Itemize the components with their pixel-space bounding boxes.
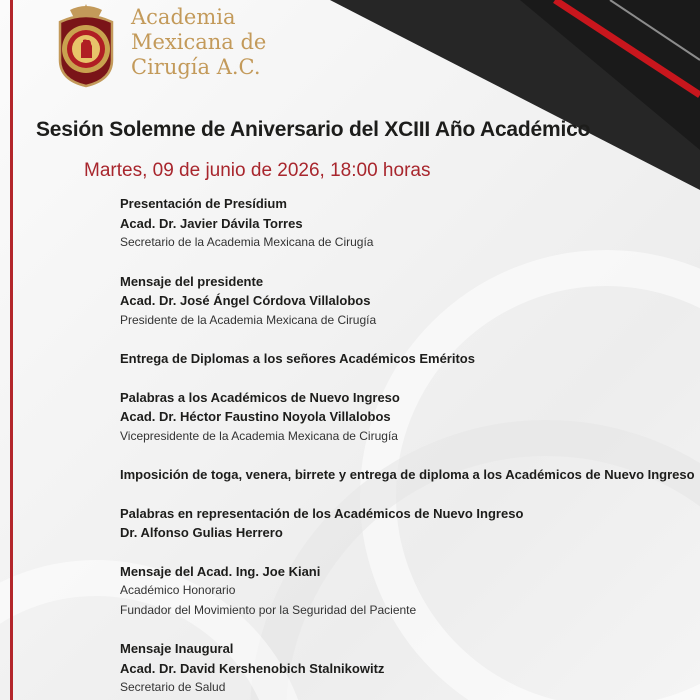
program-list — [120, 194, 695, 700]
program-item-heading: Mensaje del presidente — [120, 273, 264, 289]
program-item-heading: Mensaje Inaugural — [120, 641, 234, 656]
program-item-detail: Fundador del Movimiento por la Seguridad del Paciente — [120, 602, 417, 617]
organization-line: Academia — [131, 5, 236, 29]
program-item-heading: Palabras en representación de los Académicos de Nuevo Ingreso — [120, 505, 524, 521]
program-item-heading: Entrega de Diplomas a los señores Académicos Eméritos — [120, 351, 475, 366]
program-item — [120, 194, 690, 253]
program-item-detail: Presidente de la Academia Mexicana de Cirugía — [120, 312, 377, 327]
left-accent-bar — [10, 0, 13, 700]
organization-line: Cirugía A.C. — [131, 55, 261, 79]
program-item-detail: Secretario de Salud — [120, 680, 226, 694]
program-item-heading: Imposición de toga, venera, birrete y entrega de diploma a los Académicos de Nuevo Ingreso — [120, 467, 695, 482]
program-item-heading: Presentación de Presídium — [120, 196, 287, 211]
program-item — [120, 504, 690, 543]
program-item-heading: Acad. Dr. José Ángel Córdova Villalobos — [120, 293, 371, 308]
program-item — [120, 272, 690, 331]
program-item-detail: Académico Honorario — [120, 583, 236, 597]
organization-name — [131, 5, 266, 80]
event-date: Martes, 09 de junio de 2026, 18:00 horas — [84, 160, 431, 181]
program-item — [120, 465, 695, 485]
program-item-heading: Acad. Dr. David Kershenobich Stalnikowitz — [120, 660, 385, 676]
program-item-detail: Vicepresidente de la Academia Mexicana de Cirugía — [120, 428, 398, 443]
program-item — [120, 562, 690, 621]
program-item — [120, 639, 690, 698]
academy-seal-icon — [52, 2, 120, 88]
program-item-heading: Acad. Dr. Héctor Faustino Noyola Villalobos — [120, 409, 391, 424]
program-item-heading: Acad. Dr. Javier Dávila Torres — [120, 215, 303, 231]
program-item-detail: Secretario de la Academia Mexicana de Cirugía — [120, 235, 374, 249]
event-title: Sesión Solemne de Aniversario del XCIII Año Académico — [36, 118, 591, 141]
program-item-heading: Mensaje del Acad. Ing. Joe Kiani — [120, 563, 321, 579]
organization-line: Mexicana de — [131, 30, 267, 54]
program-item — [120, 349, 690, 369]
program-item-heading: Palabras a los Académicos de Nuevo Ingreso — [120, 389, 400, 405]
program-item-heading: Dr. Alfonso Gulias Herrero — [120, 525, 283, 540]
program-item — [120, 388, 690, 447]
